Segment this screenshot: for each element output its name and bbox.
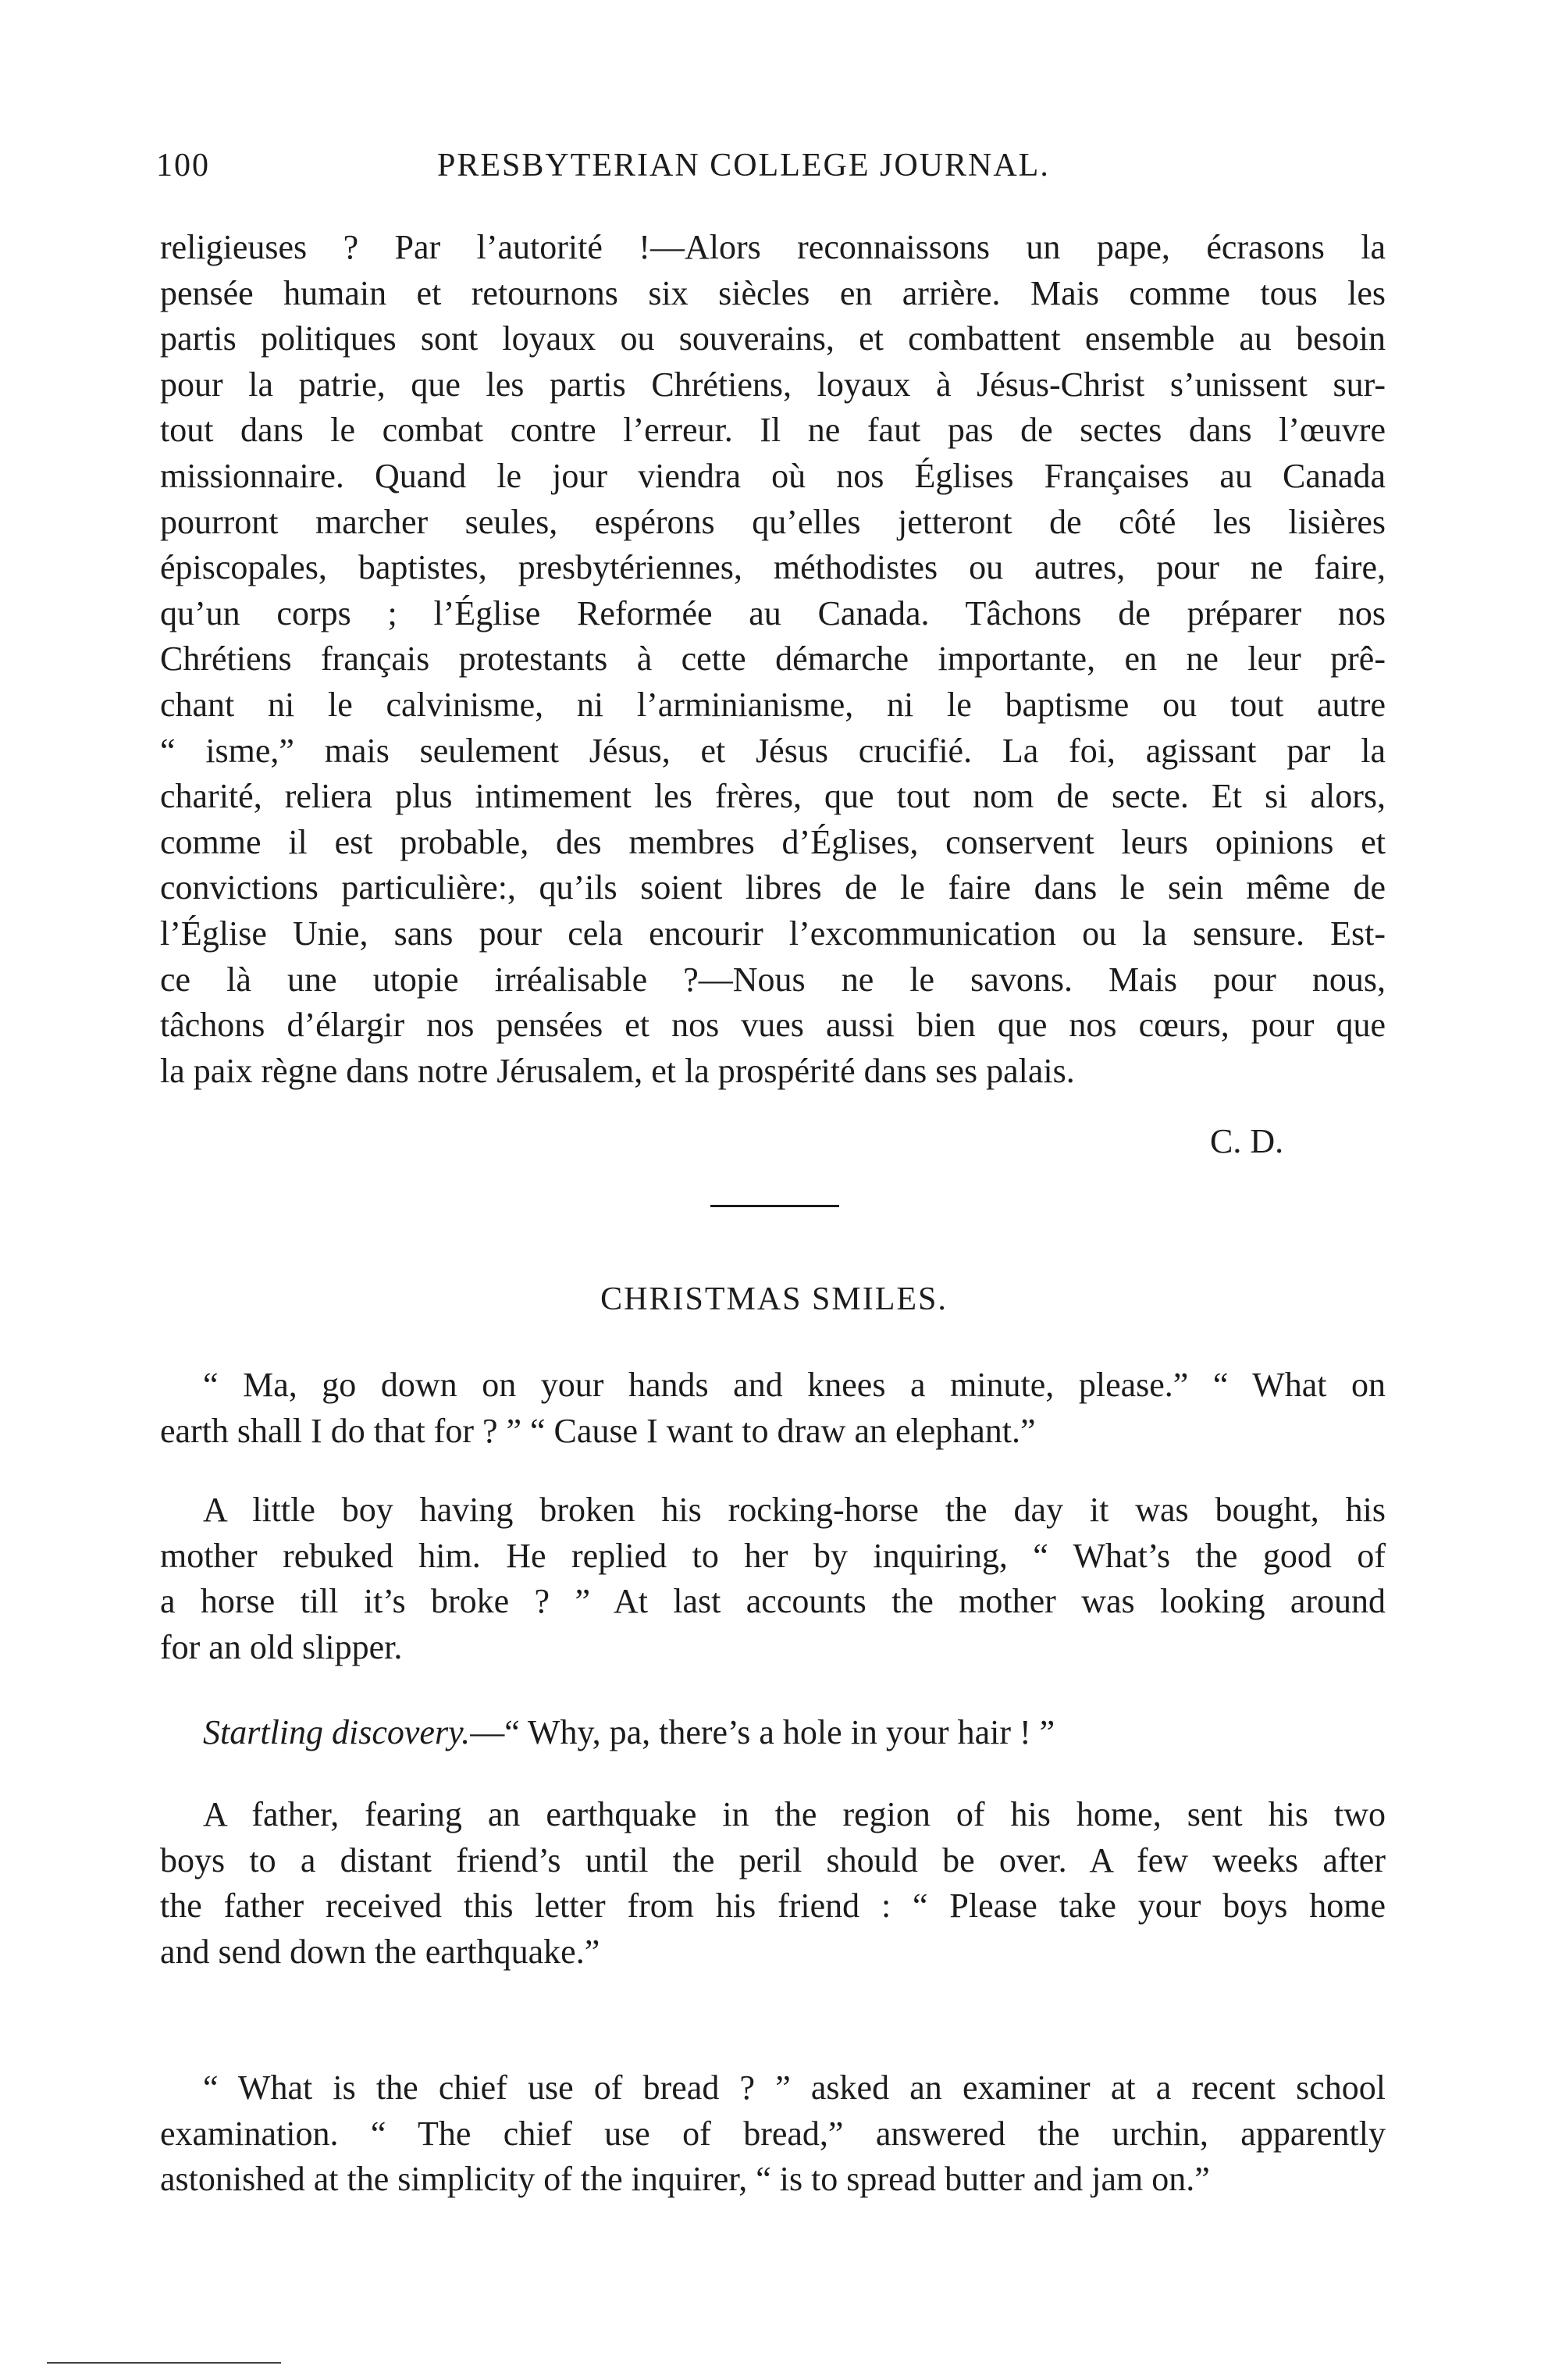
essay-line: “ isme,” mais seulement Jésus, et Jésus crucifié. La foi, agissant par la — [160, 731, 1386, 770]
paragraph-line: A father, fearing an earthquake in the region of his home, sent his two — [203, 1795, 1386, 1833]
essay-line: partis politiques sont loyaux ou souverains, et combattent ensemble au besoin — [160, 319, 1386, 358]
essay-line: charité, reliera plus intimement les frères, que tout nom de secte. Et si alors, — [160, 777, 1386, 816]
paragraph-line: the father received this letter from his friend : “ Please take your boys home — [160, 1887, 1386, 1926]
paragraph-line: boys to a distant friend’s until the peril should be over. A few weeks after — [160, 1840, 1386, 1879]
page-number: 100 — [156, 148, 210, 183]
paragraph-line: “ What is the chief use of bread ? ” asked an examiner at a recent school — [203, 2068, 1386, 2107]
paragraph-line: A little boy having broken his rocking-horse the day it was bought, his — [203, 1491, 1386, 1529]
essay-line: missionnaire. Quand le jour viendra où nos Églises Françaises au Canada — [160, 456, 1386, 495]
anecdote-paragraph — [160, 1363, 1386, 1454]
essay-line: convictions particulière:, qu’ils soient libres de le faire dans le sein même de — [160, 868, 1386, 907]
essay-line: religieuses ? Par l’autorité !—Alors reconnaissons un pape, écrasons la — [160, 228, 1386, 266]
paragraph-line: astonished at the simplicity of the inquirer, “ is to spread butter and jam on.” — [160, 2160, 1210, 2199]
essay-line: l’Église Unie, sans pour cela encourir l’excommunication ou la sensure. Est- — [160, 914, 1386, 953]
anecdote-paragraph — [160, 1488, 1386, 1670]
anecdote-paragraph — [160, 1710, 1386, 1756]
essay-signature: C. D. — [1210, 1122, 1284, 1160]
italic-lead: Startling discovery. — [203, 1713, 471, 1751]
paragraph-line: and send down the earthquake.” — [160, 1932, 600, 1971]
essay-line: qu’un corps ; l’Église Reformée au Canada. Tâchons de préparer nos — [160, 593, 1386, 632]
running-title: PRESBYTERIAN COLLEGE JOURNAL. — [437, 148, 1050, 183]
essay-line: épiscopales, baptistes, presbytériennes, méthodistes ou autres, pour ne faire, — [160, 548, 1386, 587]
essay-line: pensée humain et retournons six siècles en arrière. Mais comme tous les — [160, 273, 1386, 312]
essay-line: la paix règne dans notre Jérusalem, et la prospérité dans ses palais. — [160, 1051, 1075, 1090]
essay-line: Chrétiens français protestants à cette démarche importante, en ne leur prê- — [160, 640, 1386, 679]
paragraph-line: examination. “ The chief use of bread,” answered the urchin, apparently — [160, 2114, 1386, 2153]
section-divider — [710, 1205, 839, 1207]
page-edge-rule — [47, 2362, 281, 2364]
essay-line: tout dans le combat contre l’erreur. Il ne faut pas de sectes dans l’œuvre — [160, 411, 1386, 450]
paragraph-line: for an old slipper. — [160, 1627, 403, 1666]
essay-line: tâchons d’élargir nos pensées et nos vues aussi bien que nos cœurs, pour que — [160, 1006, 1386, 1045]
essay-line: ce là une utopie irréalisable ?—Nous ne le savons. Mais pour nous, — [160, 960, 1386, 999]
anecdote-paragraph — [160, 2065, 1386, 2203]
essay-line: pourront marcher seules, espérons qu’elles jetteront de côté les lisières — [160, 502, 1386, 541]
paragraph-line: mother rebuked him. He replied to her by inquiring, “ What’s the good of — [160, 1536, 1386, 1575]
essay-line: comme il est probable, des membres d’Églises, conservent leurs opinions et — [160, 822, 1386, 861]
french-essay-continuation — [160, 225, 1386, 1094]
page-header — [156, 147, 1405, 194]
paragraph-line: “ Ma, go down on your hands and knees a minute, please.” “ What on — [203, 1366, 1386, 1404]
paragraph-line: Startling discovery.—“ Why, pa, there’s a hole in your hair ! ” — [203, 1713, 1055, 1751]
section-title: CHRISTMAS SMILES. — [600, 1281, 948, 1317]
paragraph-line: a horse till it’s broke ? ” At last accounts the mother was looking around — [160, 1582, 1386, 1621]
paragraph-line: earth shall I do that for ? ” “ Cause I want to draw an elephant.” — [160, 1411, 1036, 1450]
essay-line: chant ni le calvinisme, ni l’arminianisme, ni le baptisme ou tout autre — [160, 685, 1386, 724]
essay-line: pour la patrie, que les partis Chrétiens, loyaux à Jésus-Christ s’unissent sur- — [160, 365, 1386, 404]
anecdote-paragraph — [160, 1792, 1386, 1975]
